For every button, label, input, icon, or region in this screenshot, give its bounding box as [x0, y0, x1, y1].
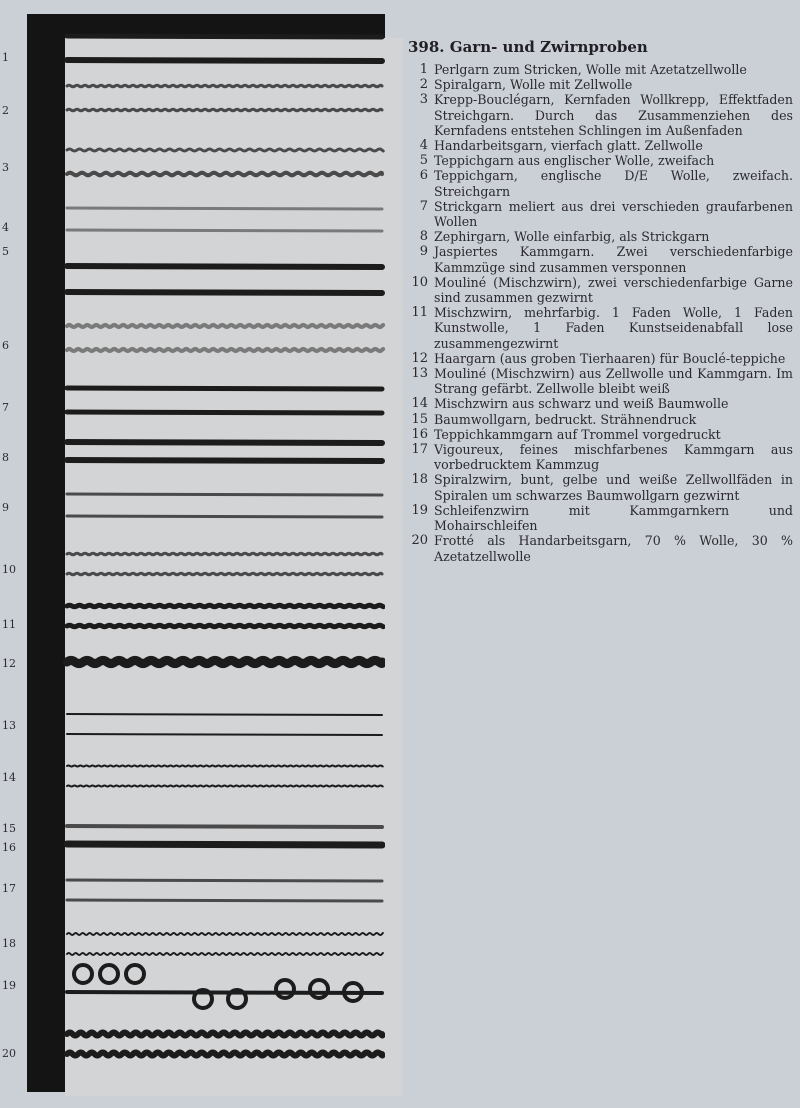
yarn-strand — [67, 933, 383, 935]
row-number-label: 14 — [2, 771, 16, 784]
caption-text: Mischzwirn, mehrfarbig. 1 Faden Wolle, 1 Faden Kunstwolle, 1 Faden Kunstseidenabfall lose zusammengezwirnt — [434, 305, 793, 351]
yarn-strand — [67, 173, 382, 176]
yarn-sample-plate — [27, 14, 385, 1092]
caption-item — [408, 472, 793, 502]
caption-text: Frotté als Handarbeitsgarn, 70 % Wolle, 30 % Azetatzellwolle — [434, 533, 793, 564]
yarn-strand — [67, 230, 382, 231]
caption-item — [408, 153, 793, 168]
caption-text: Mischzwirn aus schwarz und weiß Baumwolle — [434, 396, 729, 412]
yarn-strand — [67, 661, 382, 664]
yarn-loop — [276, 980, 294, 998]
yarn-strand — [67, 388, 382, 389]
caption-number: 20 — [411, 533, 428, 549]
caption-text: Zephirgarn, Wolle einfarbig, als Strickgarn — [434, 229, 710, 245]
yarn-strand — [67, 734, 382, 735]
row-number-label: 16 — [2, 841, 16, 854]
row-number-label: 10 — [2, 563, 16, 576]
yarn-strand — [67, 208, 382, 209]
caption-item — [408, 168, 793, 198]
caption-list — [408, 62, 793, 564]
row-number-label: 11 — [2, 618, 16, 631]
yarn-strand — [67, 149, 383, 151]
caption-number: 6 — [419, 168, 428, 184]
caption-text: Haargarn (aus groben Tierhaaren) für Bouclé-teppiche — [434, 350, 786, 366]
caption-item — [408, 199, 793, 229]
yarn-strand — [67, 625, 383, 627]
caption-number: 11 — [411, 305, 428, 321]
row-number-label: 9 — [2, 501, 9, 514]
caption-text: Vigoureux, feines mischfarbenes Kammgarn aus vorbedrucktem Kammzug — [434, 442, 793, 473]
yarn-strand — [67, 714, 382, 715]
caption-number: 5 — [419, 153, 428, 169]
page-title: 398. Garn- und Zwirnproben — [408, 38, 648, 56]
caption-item — [408, 77, 793, 92]
yarn-strand — [67, 36, 382, 37]
yarn-loop — [100, 965, 118, 983]
caption-number: 13 — [411, 366, 428, 382]
caption-item — [408, 92, 793, 138]
caption-text: Spiralzwirn, bunt, gelbe und weiße Zellwollfäden in Spiralen um schwarzes Baumwollgarn gezwirnt — [434, 472, 793, 503]
caption-number: 1 — [419, 62, 428, 77]
yarn-strand — [67, 786, 383, 787]
yarn-strand — [67, 553, 382, 555]
yarn-strand — [67, 60, 382, 61]
caption-number: 3 — [419, 92, 428, 108]
caption-text: Handarbeitsgarn, vierfach glatt. Zellwolle — [434, 138, 703, 154]
yarn-strand — [67, 442, 382, 443]
caption-text: Jaspiertes Kammgarn. Zwei verschiedenfarbige Kammzüge sind zusammen versponnen — [434, 244, 793, 275]
caption-item — [408, 442, 793, 472]
row-number-label: 20 — [2, 1047, 16, 1060]
caption-item — [408, 229, 793, 244]
yarn-strand — [67, 266, 382, 267]
caption-item — [408, 351, 793, 366]
yarn-loop — [310, 980, 328, 998]
yarn-strand — [67, 1053, 382, 1056]
caption-number: 17 — [411, 442, 428, 458]
caption-item — [408, 503, 793, 533]
row-number-label: 7 — [2, 401, 9, 414]
caption-item — [408, 533, 793, 563]
row-number-label: 4 — [2, 221, 9, 234]
yarn-strand — [67, 826, 382, 827]
caption-item — [408, 138, 793, 153]
yarn-strand — [67, 1033, 382, 1036]
row-number-label: 17 — [2, 882, 16, 895]
yarn-strand — [67, 766, 383, 767]
yarn-strands — [27, 14, 385, 1092]
caption-text: Teppichgarn aus englischer Wolle, zweifach — [434, 153, 715, 169]
caption-item — [408, 305, 793, 351]
caption-text: Krepp-Bouclégarn, Kernfaden Wollkrepp, Effektfaden Streichgarn. Durch das Zusammenziehen des Kernfadens entstehen Schlingen im Außenfaden — [434, 92, 793, 138]
yarn-strand — [67, 992, 382, 993]
yarn-loop — [74, 965, 92, 983]
caption-text: Teppichkammgarn auf Trommel vorgedruckt — [434, 426, 721, 442]
yarn-strand — [67, 953, 383, 955]
row-number-label: 3 — [2, 161, 9, 174]
caption-number: 9 — [419, 244, 428, 260]
caption-number: 8 — [419, 229, 428, 245]
yarn-strand — [67, 573, 382, 575]
caption-number: 18 — [411, 472, 428, 488]
yarn-strand — [67, 85, 382, 87]
row-number-label: 19 — [2, 979, 16, 992]
caption-item — [408, 366, 793, 396]
yarn-strand — [67, 349, 383, 351]
caption-number: 12 — [411, 350, 428, 366]
caption-text: Mouliné (Mischzwirn) aus Zellwolle und Kammgarn. Im Strang gefärbt. Zellwolle bleibt weiß — [434, 366, 793, 397]
yarn-loop — [126, 965, 144, 983]
row-number-label: 8 — [2, 451, 9, 464]
caption-item — [408, 62, 793, 77]
yarn-strand — [67, 880, 382, 881]
caption-text: Schleifenzwirn mit Kammgarnkern und Mohairschleifen — [434, 502, 793, 534]
caption-number: 2 — [419, 77, 428, 93]
caption-number: 10 — [411, 274, 428, 290]
caption-item — [408, 396, 793, 411]
caption-number: 4 — [419, 138, 428, 154]
caption-text: Baumwollgarn, bedruckt. Strähnendruck — [434, 411, 697, 427]
row-number-label: 1 — [2, 51, 9, 64]
caption-number: 7 — [419, 198, 428, 214]
caption-item — [408, 275, 793, 305]
caption-item — [408, 244, 793, 274]
caption-text: Strickgarn meliert aus drei verschieden graufarbenen Wollen — [434, 198, 793, 230]
row-number-label: 18 — [2, 937, 16, 950]
yarn-strand — [67, 900, 382, 901]
yarn-strand — [67, 516, 382, 517]
caption-text: Spiralgarn, Wolle mit Zellwolle — [434, 77, 633, 93]
yarn-strand — [67, 412, 382, 413]
yarn-strand — [67, 605, 383, 607]
yarn-strand — [67, 292, 382, 293]
caption-item — [408, 412, 793, 427]
yarn-strand — [67, 460, 382, 461]
caption-item — [408, 427, 793, 442]
row-number-label: 12 — [2, 657, 16, 670]
yarn-strand — [67, 844, 382, 845]
yarn-strand — [67, 109, 382, 111]
caption-text: Teppichgarn, englische D/E Wolle, zweifach. Streichgarn — [434, 168, 793, 199]
caption-number: 16 — [411, 426, 428, 442]
yarn-strand — [67, 494, 382, 495]
caption-number: 14 — [411, 396, 428, 412]
row-number-label: 6 — [2, 339, 9, 352]
caption-number: 19 — [411, 502, 428, 518]
caption-text: Perlgarn zum Stricken, Wolle mit Azetatzellwolle — [434, 62, 747, 77]
yarn-strand — [67, 325, 383, 327]
row-number-label: 13 — [2, 719, 16, 732]
row-number-label: 2 — [2, 104, 9, 117]
caption-number: 15 — [411, 411, 428, 427]
row-number-label: 5 — [2, 245, 9, 258]
caption-text: Mouliné (Mischzwirn), zwei verschiedenfarbige Garne sind zusammen gezwirnt — [434, 274, 793, 306]
caption-column — [408, 38, 793, 564]
row-number-label: 15 — [2, 822, 16, 835]
